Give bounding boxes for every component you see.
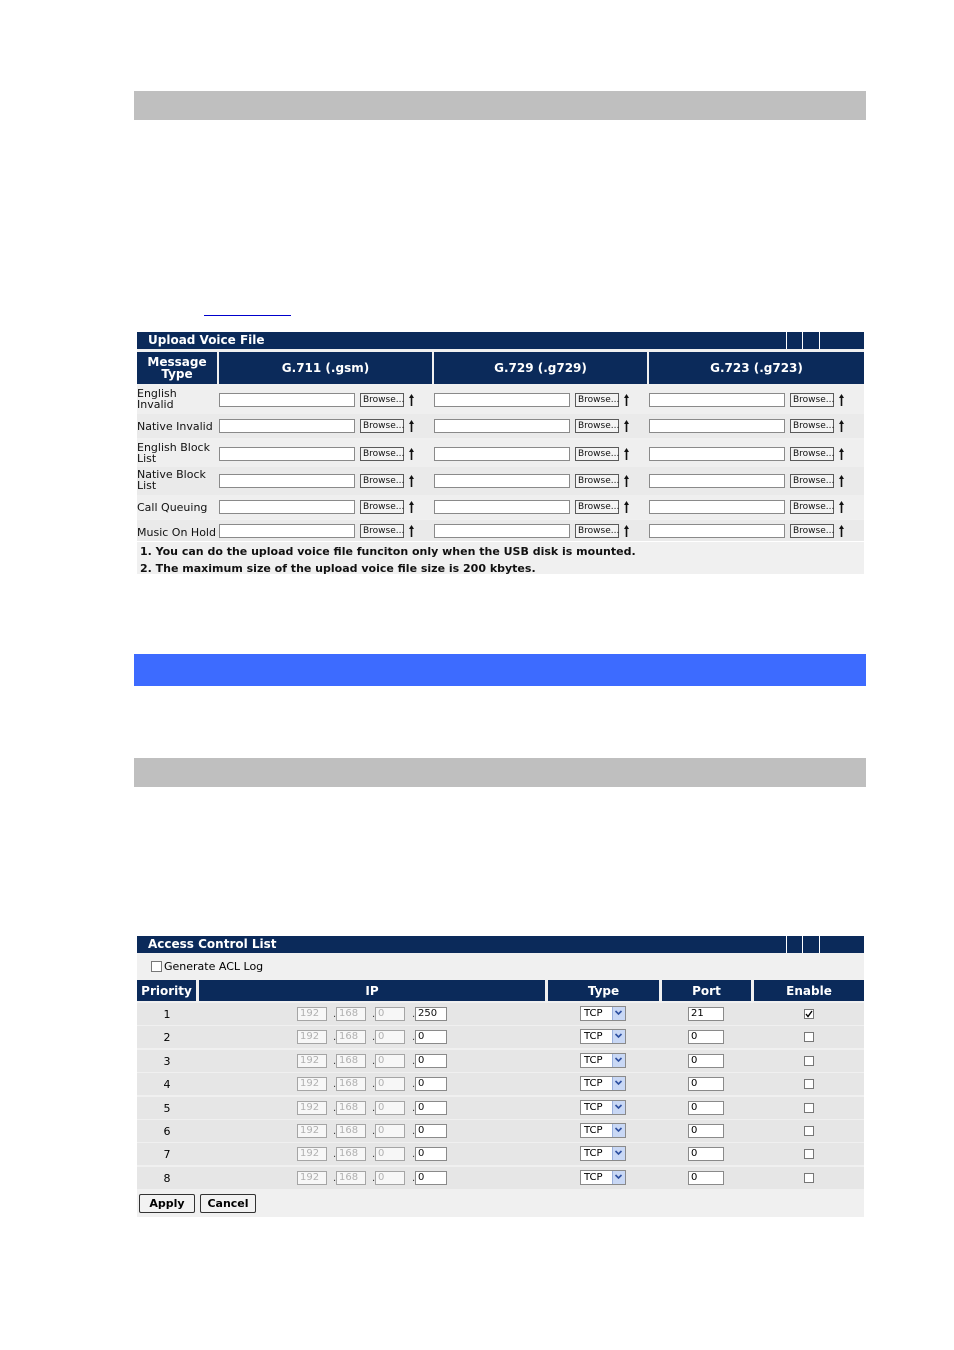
file-input-g729[interactable] [434, 419, 570, 433]
cancel-button[interactable]: Cancel [200, 1194, 256, 1213]
acl-row [137, 1097, 864, 1119]
upload-arrow-icon[interactable] [623, 393, 630, 407]
titlebar-divider [819, 332, 820, 349]
type-select-value: TCP [584, 1102, 603, 1113]
browse-button-g711[interactable]: Browse... [360, 419, 404, 433]
ip-separator: . [372, 1056, 376, 1067]
section-heading-bar-blue [134, 654, 866, 686]
type-select-value: TCP [584, 1125, 603, 1136]
type-select-value: TCP [584, 1008, 603, 1019]
titlebar-divider [802, 936, 803, 953]
type-select-value: TCP [584, 1172, 603, 1183]
header-port: Port [662, 980, 751, 1001]
ip-octet-2-input: 168 [336, 1147, 366, 1161]
ip-octet-1-input: 192 [297, 1101, 327, 1115]
ip-octet-1-input: 192 [297, 1030, 327, 1044]
ip-octet-4-input[interactable]: 0 [415, 1054, 447, 1068]
ip-separator: . [333, 1126, 337, 1137]
chevron-down-icon[interactable] [612, 1171, 625, 1184]
ip-separator: . [333, 1103, 337, 1114]
upload-voice-file-panel [137, 332, 864, 574]
type-select[interactable] [580, 1076, 626, 1091]
type-select-value: TCP [584, 1031, 603, 1042]
browse-button-g729[interactable]: Browse... [575, 393, 619, 407]
upload-note-2: 2. The maximum size of the upload voice file size is 200 kbytes. [140, 562, 536, 575]
header-message-type: Message Type [137, 352, 217, 384]
browse-button-g711[interactable]: Browse... [360, 524, 404, 538]
titlebar-divider [819, 936, 820, 953]
upload-arrow-icon[interactable] [623, 524, 630, 538]
acl-priority: 7 [163, 1148, 171, 1161]
titlebar-divider [786, 936, 787, 953]
upload-row-label: Native Invalid [137, 420, 213, 433]
upload-row-label: Music On Hold [137, 526, 216, 539]
file-input-g729[interactable] [434, 474, 570, 488]
ip-octet-3-input: 0 [375, 1101, 405, 1115]
browse-button-g729[interactable]: Browse... [575, 500, 619, 514]
ip-octet-2-input: 168 [336, 1101, 366, 1115]
port-input[interactable]: 0 [688, 1171, 724, 1185]
enable-checkbox[interactable] [804, 1032, 814, 1042]
header-priority: Priority [137, 980, 196, 1001]
upload-arrow-icon[interactable] [838, 393, 845, 407]
ip-octet-4-input[interactable]: 0 [415, 1030, 447, 1044]
file-input-g729[interactable] [434, 524, 570, 538]
notes-divider [137, 541, 864, 542]
ip-separator: . [372, 1103, 376, 1114]
ip-octet-1-input: 192 [297, 1124, 327, 1138]
enable-checkbox[interactable] [804, 1126, 814, 1136]
port-input[interactable]: 0 [688, 1101, 724, 1115]
upload-arrow-icon[interactable] [623, 447, 630, 461]
file-input-g723[interactable] [649, 393, 785, 407]
ip-octet-3-input: 0 [375, 1030, 405, 1044]
ip-octet-4-input[interactable]: 0 [415, 1077, 447, 1091]
ip-octet-1-input: 192 [297, 1077, 327, 1091]
hyperlink-underline[interactable] [204, 315, 291, 316]
browse-button-g729[interactable]: Browse... [575, 524, 619, 538]
ip-octet-2-input: 168 [336, 1054, 366, 1068]
ip-octet-4-input[interactable]: 250 [415, 1007, 447, 1021]
type-select[interactable] [580, 1170, 626, 1185]
enable-checkbox[interactable] [804, 1009, 814, 1019]
file-input-g723[interactable] [649, 524, 785, 538]
acl-priority: 1 [163, 1008, 171, 1021]
upload-arrow-icon[interactable] [623, 474, 630, 488]
upload-arrow-icon[interactable] [408, 393, 415, 407]
chevron-down-icon[interactable] [612, 1007, 625, 1020]
ip-octet-3-input: 0 [375, 1054, 405, 1068]
upload-row-label: English Invalid [137, 387, 177, 411]
acl-row [137, 1026, 864, 1048]
ip-separator: . [333, 1056, 337, 1067]
browse-button-g723[interactable]: Browse... [790, 500, 834, 514]
file-input-g729[interactable] [434, 393, 570, 407]
ip-separator: . [412, 1149, 416, 1160]
ip-separator: . [372, 1126, 376, 1137]
ip-octet-2-input: 168 [336, 1171, 366, 1185]
ip-octet-1-input: 192 [297, 1171, 327, 1185]
browse-button-g729[interactable]: Browse... [575, 474, 619, 488]
type-select[interactable] [580, 1123, 626, 1138]
file-input-g711[interactable] [219, 524, 355, 538]
ip-octet-3-input: 0 [375, 1171, 405, 1185]
upload-row-label: English Block List [137, 441, 210, 465]
file-input-g711[interactable] [219, 500, 355, 514]
ip-octet-4-input[interactable]: 0 [415, 1147, 447, 1161]
upload-arrow-icon[interactable] [623, 419, 630, 433]
header-enable: Enable [754, 980, 864, 1001]
ip-separator: . [333, 1173, 337, 1184]
file-input-g729[interactable] [434, 447, 570, 461]
enable-checkbox[interactable] [804, 1173, 814, 1183]
header-type: Type [548, 980, 659, 1001]
browse-button-g729[interactable]: Browse... [575, 419, 619, 433]
upload-arrow-icon[interactable] [838, 419, 845, 433]
chevron-down-icon[interactable] [612, 1101, 625, 1114]
file-input-g723[interactable] [649, 419, 785, 433]
acl-row [137, 1167, 864, 1189]
ip-separator: . [372, 1149, 376, 1160]
upload-arrow-icon[interactable] [838, 447, 845, 461]
ip-octet-2-input: 168 [336, 1124, 366, 1138]
browse-button-g723[interactable]: Browse... [790, 419, 834, 433]
file-input-g711[interactable] [219, 419, 355, 433]
file-input-g723[interactable] [649, 500, 785, 514]
apply-button[interactable]: Apply [139, 1194, 195, 1213]
chevron-down-icon[interactable] [612, 1054, 625, 1067]
type-select-value: TCP [584, 1148, 603, 1159]
enable-checkbox[interactable] [804, 1149, 814, 1159]
upload-arrow-icon[interactable] [838, 524, 845, 538]
type-select-value: TCP [584, 1055, 603, 1066]
upload-arrow-icon[interactable] [838, 474, 845, 488]
enable-checkbox[interactable] [804, 1079, 814, 1089]
titlebar-divider [786, 332, 787, 349]
ip-separator: . [333, 1079, 337, 1090]
ip-separator: . [333, 1009, 337, 1020]
upload-voice-file-title: Upload Voice File [137, 332, 864, 349]
browse-button-g723[interactable]: Browse... [790, 524, 834, 538]
upload-arrow-icon[interactable] [408, 500, 415, 514]
port-input[interactable]: 21 [688, 1007, 724, 1021]
section-heading-bar-gray-2 [134, 758, 866, 787]
ip-octet-1-input: 192 [297, 1147, 327, 1161]
upload-arrow-icon[interactable] [838, 500, 845, 514]
ip-separator: . [333, 1149, 337, 1160]
port-input[interactable]: 0 [688, 1077, 724, 1091]
browse-button-g729[interactable]: Browse... [575, 447, 619, 461]
acl-row [137, 1143, 864, 1165]
acl-priority: 8 [163, 1172, 171, 1185]
file-input-g711[interactable] [219, 447, 355, 461]
type-select[interactable] [580, 1053, 626, 1068]
ip-separator: . [372, 1079, 376, 1090]
browse-button-g711[interactable]: Browse... [360, 447, 404, 461]
acl-priority: 5 [163, 1102, 171, 1115]
browse-button-g711[interactable]: Browse... [360, 393, 404, 407]
header-g729: G.729 (.g729) [434, 352, 647, 384]
browse-button-g711[interactable]: Browse... [360, 500, 404, 514]
ip-octet-1-input: 192 [297, 1007, 327, 1021]
acl-title: Access Control List [137, 936, 864, 953]
ip-octet-4-input[interactable]: 0 [415, 1101, 447, 1115]
file-input-g723[interactable] [649, 447, 785, 461]
upload-arrow-icon[interactable] [408, 474, 415, 488]
upload-row-label: Native Block List [137, 468, 206, 492]
enable-checkbox[interactable] [804, 1056, 814, 1066]
ip-separator: . [412, 1126, 416, 1137]
acl-row [137, 1050, 864, 1072]
ip-octet-4-input[interactable]: 0 [415, 1171, 447, 1185]
ip-octet-3-input: 0 [375, 1007, 405, 1021]
generate-acl-log-checkbox[interactable] [151, 961, 162, 972]
upload-row-label: Call Queuing [137, 501, 208, 514]
type-select-value: TCP [584, 1078, 603, 1089]
ip-octet-3-input: 0 [375, 1147, 405, 1161]
file-input-g729[interactable] [434, 500, 570, 514]
header-g723: G.723 (.g723) [649, 352, 864, 384]
generate-acl-log-label: Generate ACL Log [164, 960, 264, 973]
ip-octet-3-input: 0 [375, 1124, 405, 1138]
ip-separator: . [412, 1056, 416, 1067]
file-input-g711[interactable] [219, 393, 355, 407]
type-select[interactable] [580, 1029, 626, 1044]
upload-arrow-icon[interactable] [408, 419, 415, 433]
acl-priority: 6 [163, 1125, 171, 1138]
acl-priority: 4 [163, 1078, 171, 1091]
ip-separator: . [412, 1103, 416, 1114]
ip-octet-2-input: 168 [336, 1030, 366, 1044]
ip-octet-2-input: 168 [336, 1007, 366, 1021]
chevron-down-icon[interactable] [612, 1147, 625, 1160]
header-ip: IP [199, 980, 545, 1001]
ip-separator: . [333, 1032, 337, 1043]
ip-separator: . [372, 1032, 376, 1043]
ip-separator: . [412, 1173, 416, 1184]
ip-octet-4-input[interactable]: 0 [415, 1124, 447, 1138]
section-heading-bar-gray [134, 91, 866, 120]
browse-button-g723[interactable]: Browse... [790, 474, 834, 488]
browse-button-g723[interactable]: Browse... [790, 447, 834, 461]
port-input[interactable]: 0 [688, 1030, 724, 1044]
acl-priority: 2 [163, 1031, 171, 1044]
type-select[interactable] [580, 1006, 626, 1021]
chevron-down-icon[interactable] [612, 1124, 625, 1137]
ip-separator: . [372, 1009, 376, 1020]
browse-button-g711[interactable]: Browse... [360, 474, 404, 488]
chevron-down-icon[interactable] [612, 1030, 625, 1043]
titlebar-divider [802, 332, 803, 349]
ip-separator: . [412, 1009, 416, 1020]
upload-arrow-icon[interactable] [408, 447, 415, 461]
acl-row [137, 1073, 864, 1095]
file-input-g723[interactable] [649, 474, 785, 488]
ip-separator: . [372, 1173, 376, 1184]
ip-separator: . [412, 1032, 416, 1043]
acl-priority: 3 [163, 1055, 171, 1068]
enable-checkbox[interactable] [804, 1103, 814, 1113]
type-select[interactable] [580, 1100, 626, 1115]
chevron-down-icon[interactable] [612, 1077, 625, 1090]
acl-row [137, 1003, 864, 1025]
port-input[interactable]: 0 [688, 1054, 724, 1068]
browse-button-g723[interactable]: Browse... [790, 393, 834, 407]
ip-separator: . [412, 1079, 416, 1090]
file-input-g711[interactable] [219, 474, 355, 488]
header-g711: G.711 (.gsm) [219, 352, 432, 384]
type-select[interactable] [580, 1146, 626, 1161]
upload-note-1: 1. You can do the upload voice file funciton only when the USB disk is mounted. [140, 545, 636, 558]
ip-octet-1-input: 192 [297, 1054, 327, 1068]
ip-octet-3-input: 0 [375, 1077, 405, 1091]
upload-arrow-icon[interactable] [408, 524, 415, 538]
access-control-list-panel [137, 936, 864, 1217]
port-input[interactable]: 0 [688, 1124, 724, 1138]
upload-arrow-icon[interactable] [623, 500, 630, 514]
ip-octet-2-input: 168 [336, 1077, 366, 1091]
acl-row [137, 1120, 864, 1142]
port-input[interactable]: 0 [688, 1147, 724, 1161]
